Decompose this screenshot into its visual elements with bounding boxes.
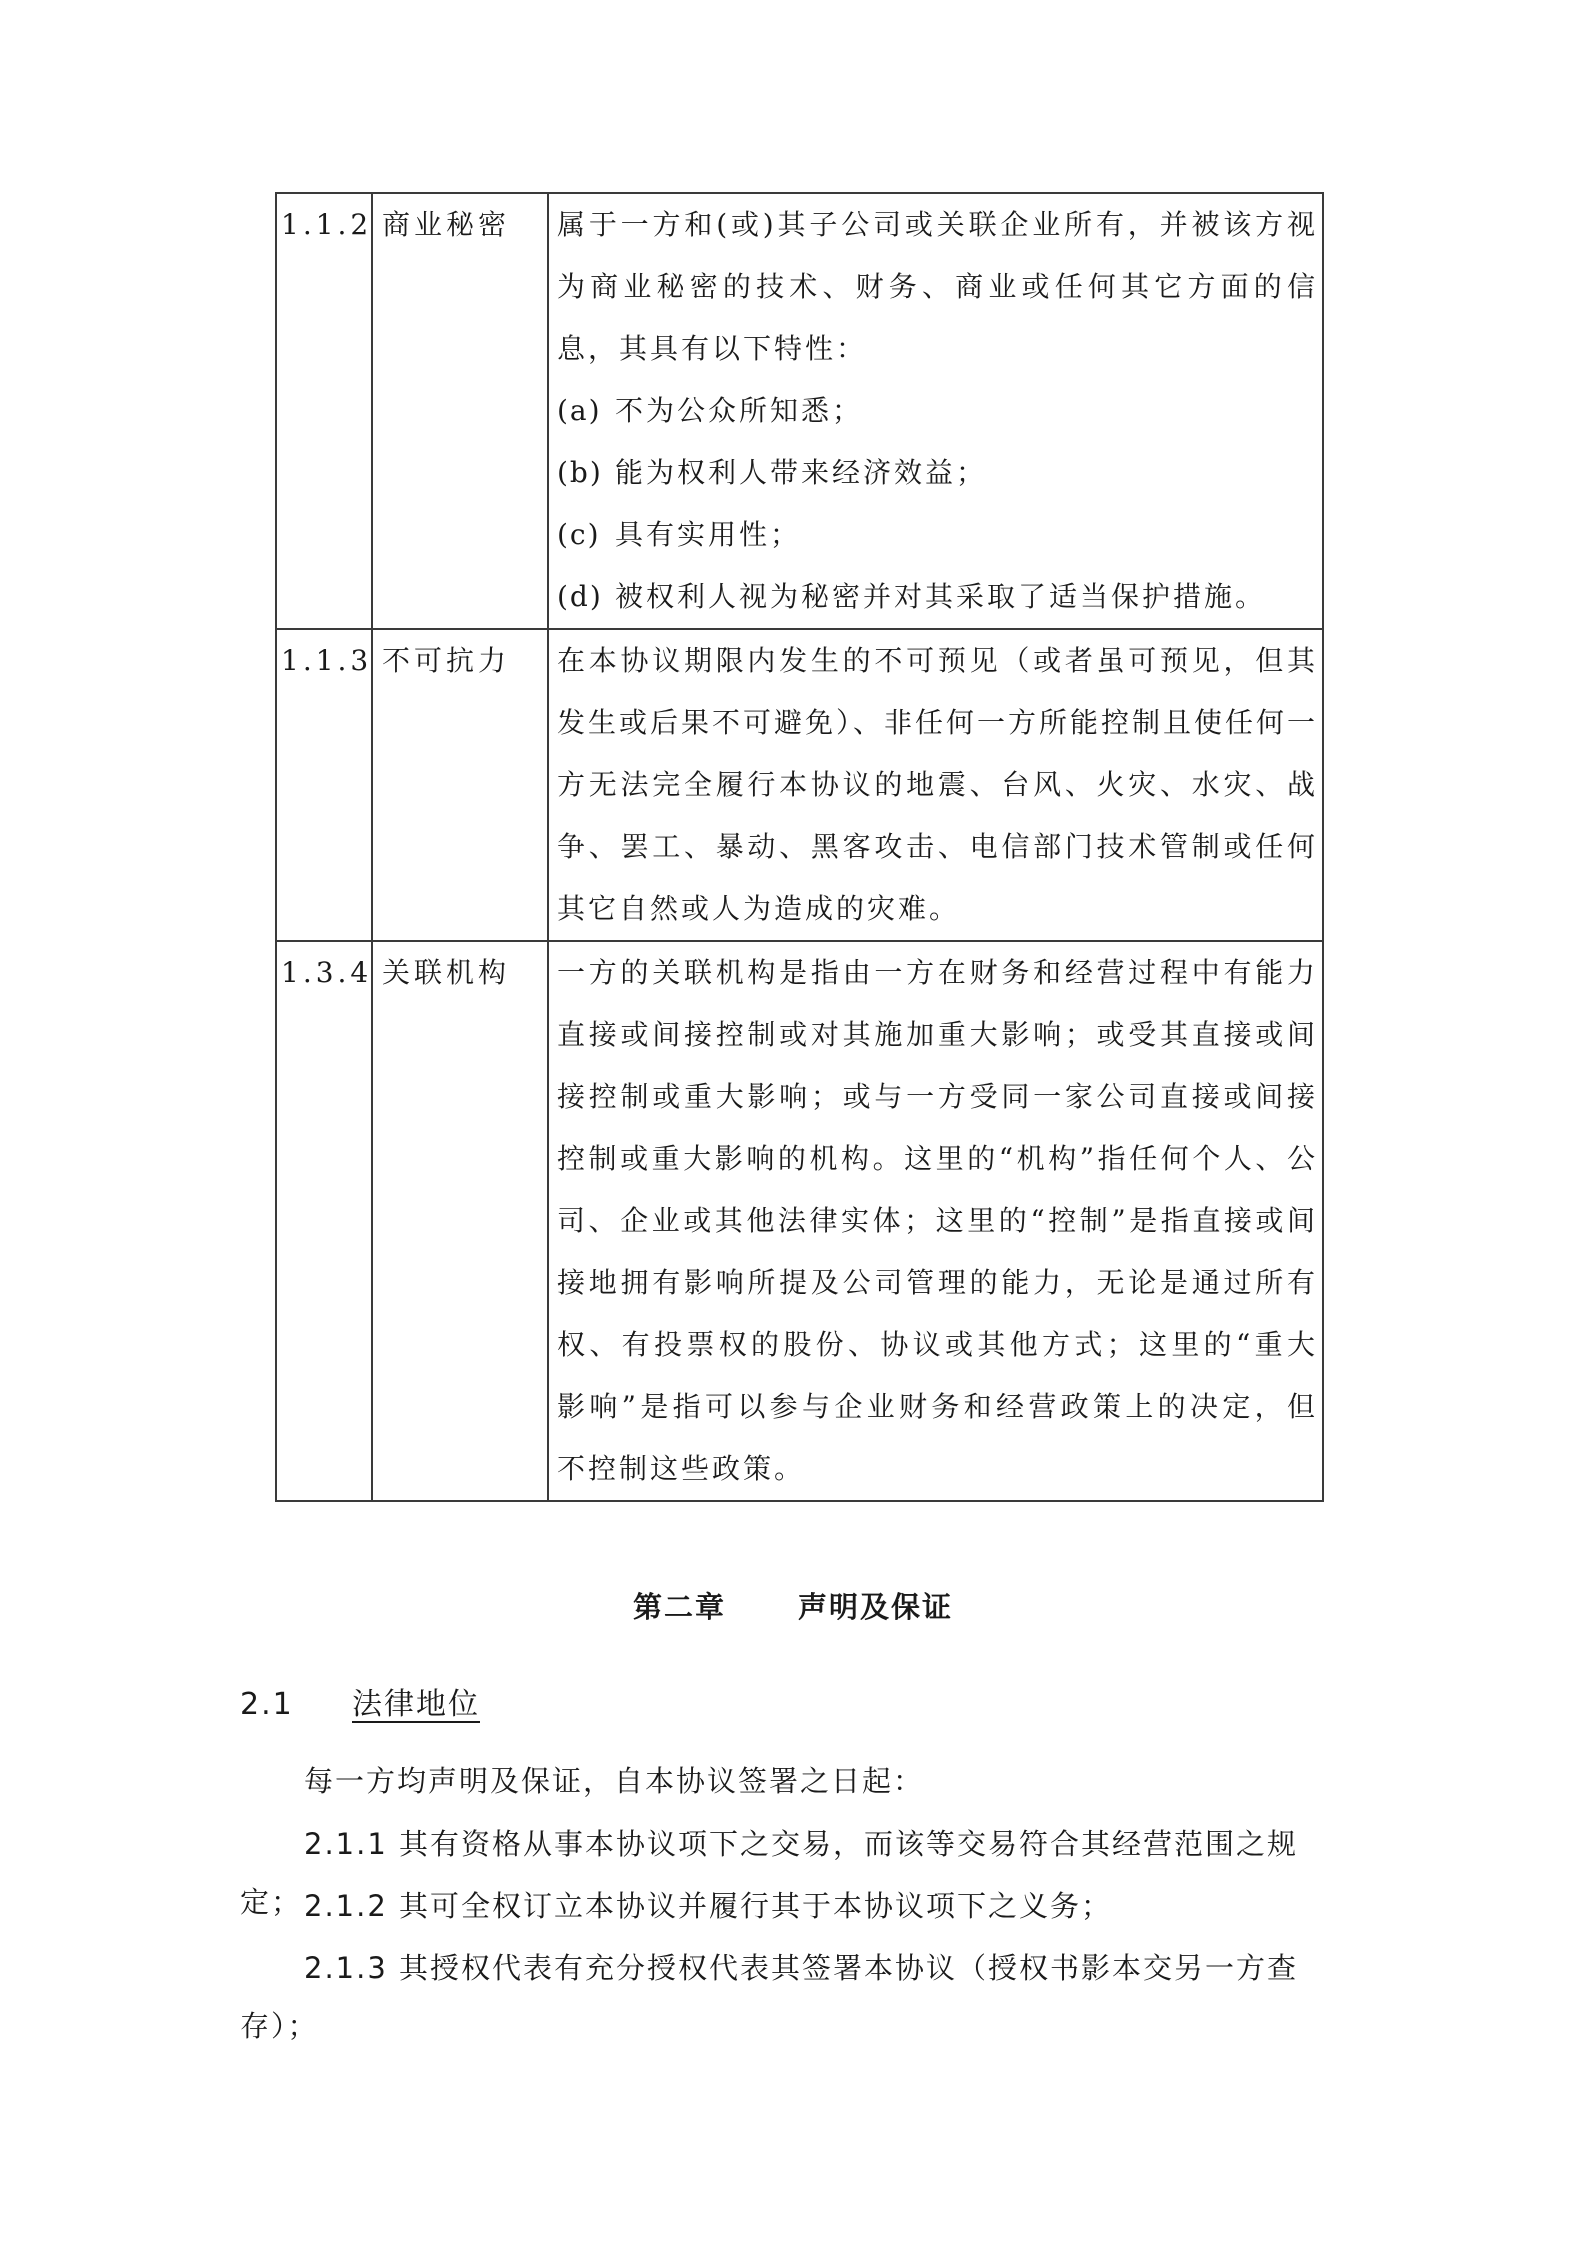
list-item-text: 能为权利人带来经济效益；: [615, 456, 988, 489]
definition-list-item: [557, 504, 1318, 566]
definition-number: 1.1.3: [276, 629, 372, 941]
definition-list-item: [557, 442, 1318, 504]
definition-row-trade-secret: [276, 193, 1323, 629]
section-heading: [240, 1679, 480, 1723]
definition-list-item: [557, 566, 1318, 628]
definition-term: 关联机构: [372, 941, 548, 1501]
chapter-number: 第二章: [632, 1590, 726, 1624]
definition-text: 属于一方和(或)其子公司或关联企业所有，并被该方视为商业秘密的技术、财务、商业或任何其它方面的信息，其具有以下特性：: [557, 208, 1318, 365]
list-item-text: 不为公众所知悉；: [615, 394, 864, 427]
definition-list-item: [557, 380, 1318, 442]
list-marker: (b): [557, 456, 603, 489]
clause-2-1-1: 2.1.1 其有资格从事本协议项下之交易，而该等交易符合其经营范围之规定；: [240, 1827, 1299, 1919]
definitions-table: [275, 192, 1324, 1502]
list-marker: (d): [557, 580, 603, 613]
definition-text: 一方的关联机构是指由一方在财务和经营过程中有能力直接或间接控制或对其施加重大影响；或受其直接或间接控制或重大影响；或与一方受同一家公司直接或间接控制或重大影响的机构。这里的“机构”指任何个人、公司、企业或其他法律实体；这里的“控制”是指直接或间接地拥有影响所提及公司管理的能力，无论是通过所有权、有投票权的股份、协议或其他方式；这里的“重大影响”是指可以参与企业财务和经营政策上的决定，但不控制这些政策。: [557, 956, 1318, 1485]
definition-body: [548, 629, 1323, 941]
clause-2-1-2: 2.1.2 其可全权订立本协议并履行其于本协议项下之义务；: [304, 1889, 1113, 1923]
section-title: 法律地位: [352, 1687, 480, 1722]
definition-number: 1.1.2: [276, 193, 372, 629]
definition-term: 不可抗力: [372, 629, 548, 941]
definition-body: [548, 193, 1323, 629]
chapter-heading: [0, 1585, 1586, 1626]
definition-row-force-majeure: [276, 629, 1323, 941]
section-number: 2.1: [240, 1687, 294, 1722]
definition-text: 在本协议期限内发生的不可预见（或者虽可预见，但其发生或后果不可避免）、非任何一方所能控制且使任何一方无法完全履行本协议的地震、台风、火灾、水灾、战争、罢工、暴动、黑客攻击、电信部门技术管制或任何其它自然或人为造成的灾难。: [557, 644, 1319, 925]
list-item-text: 具有实用性；: [615, 518, 802, 551]
clause-intro: 每一方均声明及保证，自本协议签署之日起：: [304, 1764, 925, 1798]
definition-number: 1.3.4: [276, 941, 372, 1501]
list-marker: (a): [557, 394, 602, 427]
list-marker: (c): [557, 518, 601, 551]
clause-2-1-3: 2.1.3 其授权代表有充分授权代表其签署本协议（授权书影本交另一方查存）；: [240, 1951, 1299, 2043]
list-item-text: 被权利人视为秘密并对其采取了适当保护措施。: [615, 580, 1267, 613]
chapter-title: 声明及保证: [798, 1590, 954, 1624]
definition-row-affiliate: [276, 941, 1323, 1501]
definition-body: [548, 941, 1323, 1501]
definition-term: 商业秘密: [372, 193, 548, 629]
